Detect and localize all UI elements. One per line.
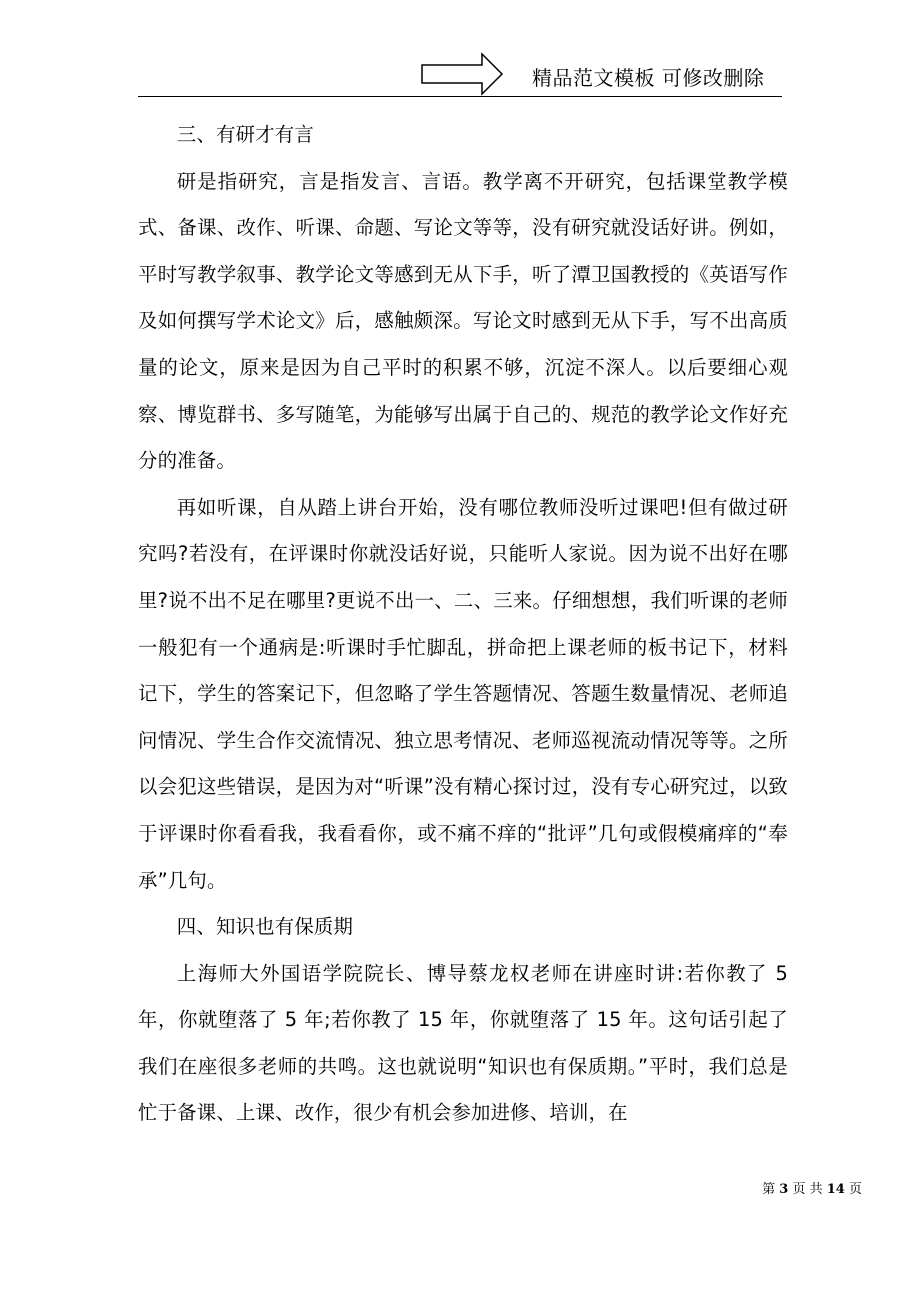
header-banner-text: 精品范文模板 可修改删除: [532, 66, 765, 90]
page-number-footer: [762, 1181, 862, 1199]
footer-suffix: 页: [848, 1182, 862, 1197]
section-heading-4: 四、知识也有保质期: [176, 915, 354, 939]
right-arrow-icon: [420, 52, 504, 96]
header-divider: [138, 96, 782, 97]
paragraph-knowledge-shelf-life: 上海师大外国语学院院长、博导蔡龙权老师在讲座时讲:若你教了 5 年，你就堕落了 5 年;若你教了 15 年，你就堕落了 15 年。这句话引起了我们在座很多老师的共鸣。这也就说明“知识也有保质期。”平时，我们总是忙于备课、上课、改作，很少有机会参加进修、培训，在: [138, 961, 788, 1125]
current-page-number: 3: [779, 1182, 789, 1197]
section-heading-3: 三、有研才有言: [176, 123, 314, 146]
paragraph-lesson-observation: 再如听课，自从踏上讲台开始，没有哪位教师没听过课吧!但有做过研究吗?若没有，在评课时你就没话好说，只能听人家说。因为说不出好在哪里?说不出不足在哪里?更说不出一、二、三来。仔细想想，我们听课的老师一般犯有一个通病是:听课时手忙脚乱，拼命把上课老师的板书记下，材料记下，学生的答案记下，但忽略了学生答题情况、答题生数量情况、老师追问情况、学生合作交流情况、独立思考情况、老师巡视流动情况等等。之所以会犯这些错误，是因为对“听课”没有精心探讨过，没有专心研究过，以致于评课时你看看我，我看看你，或不痛不痒的“批评”几句或假模痛痒的“奉承”几句。: [138, 495, 788, 892]
footer-middle: 页 共: [792, 1182, 823, 1197]
total-pages-number: 14: [826, 1182, 845, 1197]
paragraph-research: 研是指研究，言是指发言、言语。教学离不开研究，包括课堂教学模式、备课、改作、听课、命题、写论文等等，没有研究就没话好讲。例如，平时写教学叙事、教学论文等感到无从下手，听了潭卫国教授的《英语写作及如何撰写学术论文》后，感触颇深。写论文时感到无从下手，写不出高质量的论文，原来是因为自己平时的积累不够，沉淀不深人。以后要细心观察、博览群书、多写随笔，为能够写出属于自己的、规范的教学论文作好充分的准备。: [138, 169, 788, 473]
document-body: [138, 112, 788, 1137]
footer-prefix: 第: [762, 1182, 776, 1197]
